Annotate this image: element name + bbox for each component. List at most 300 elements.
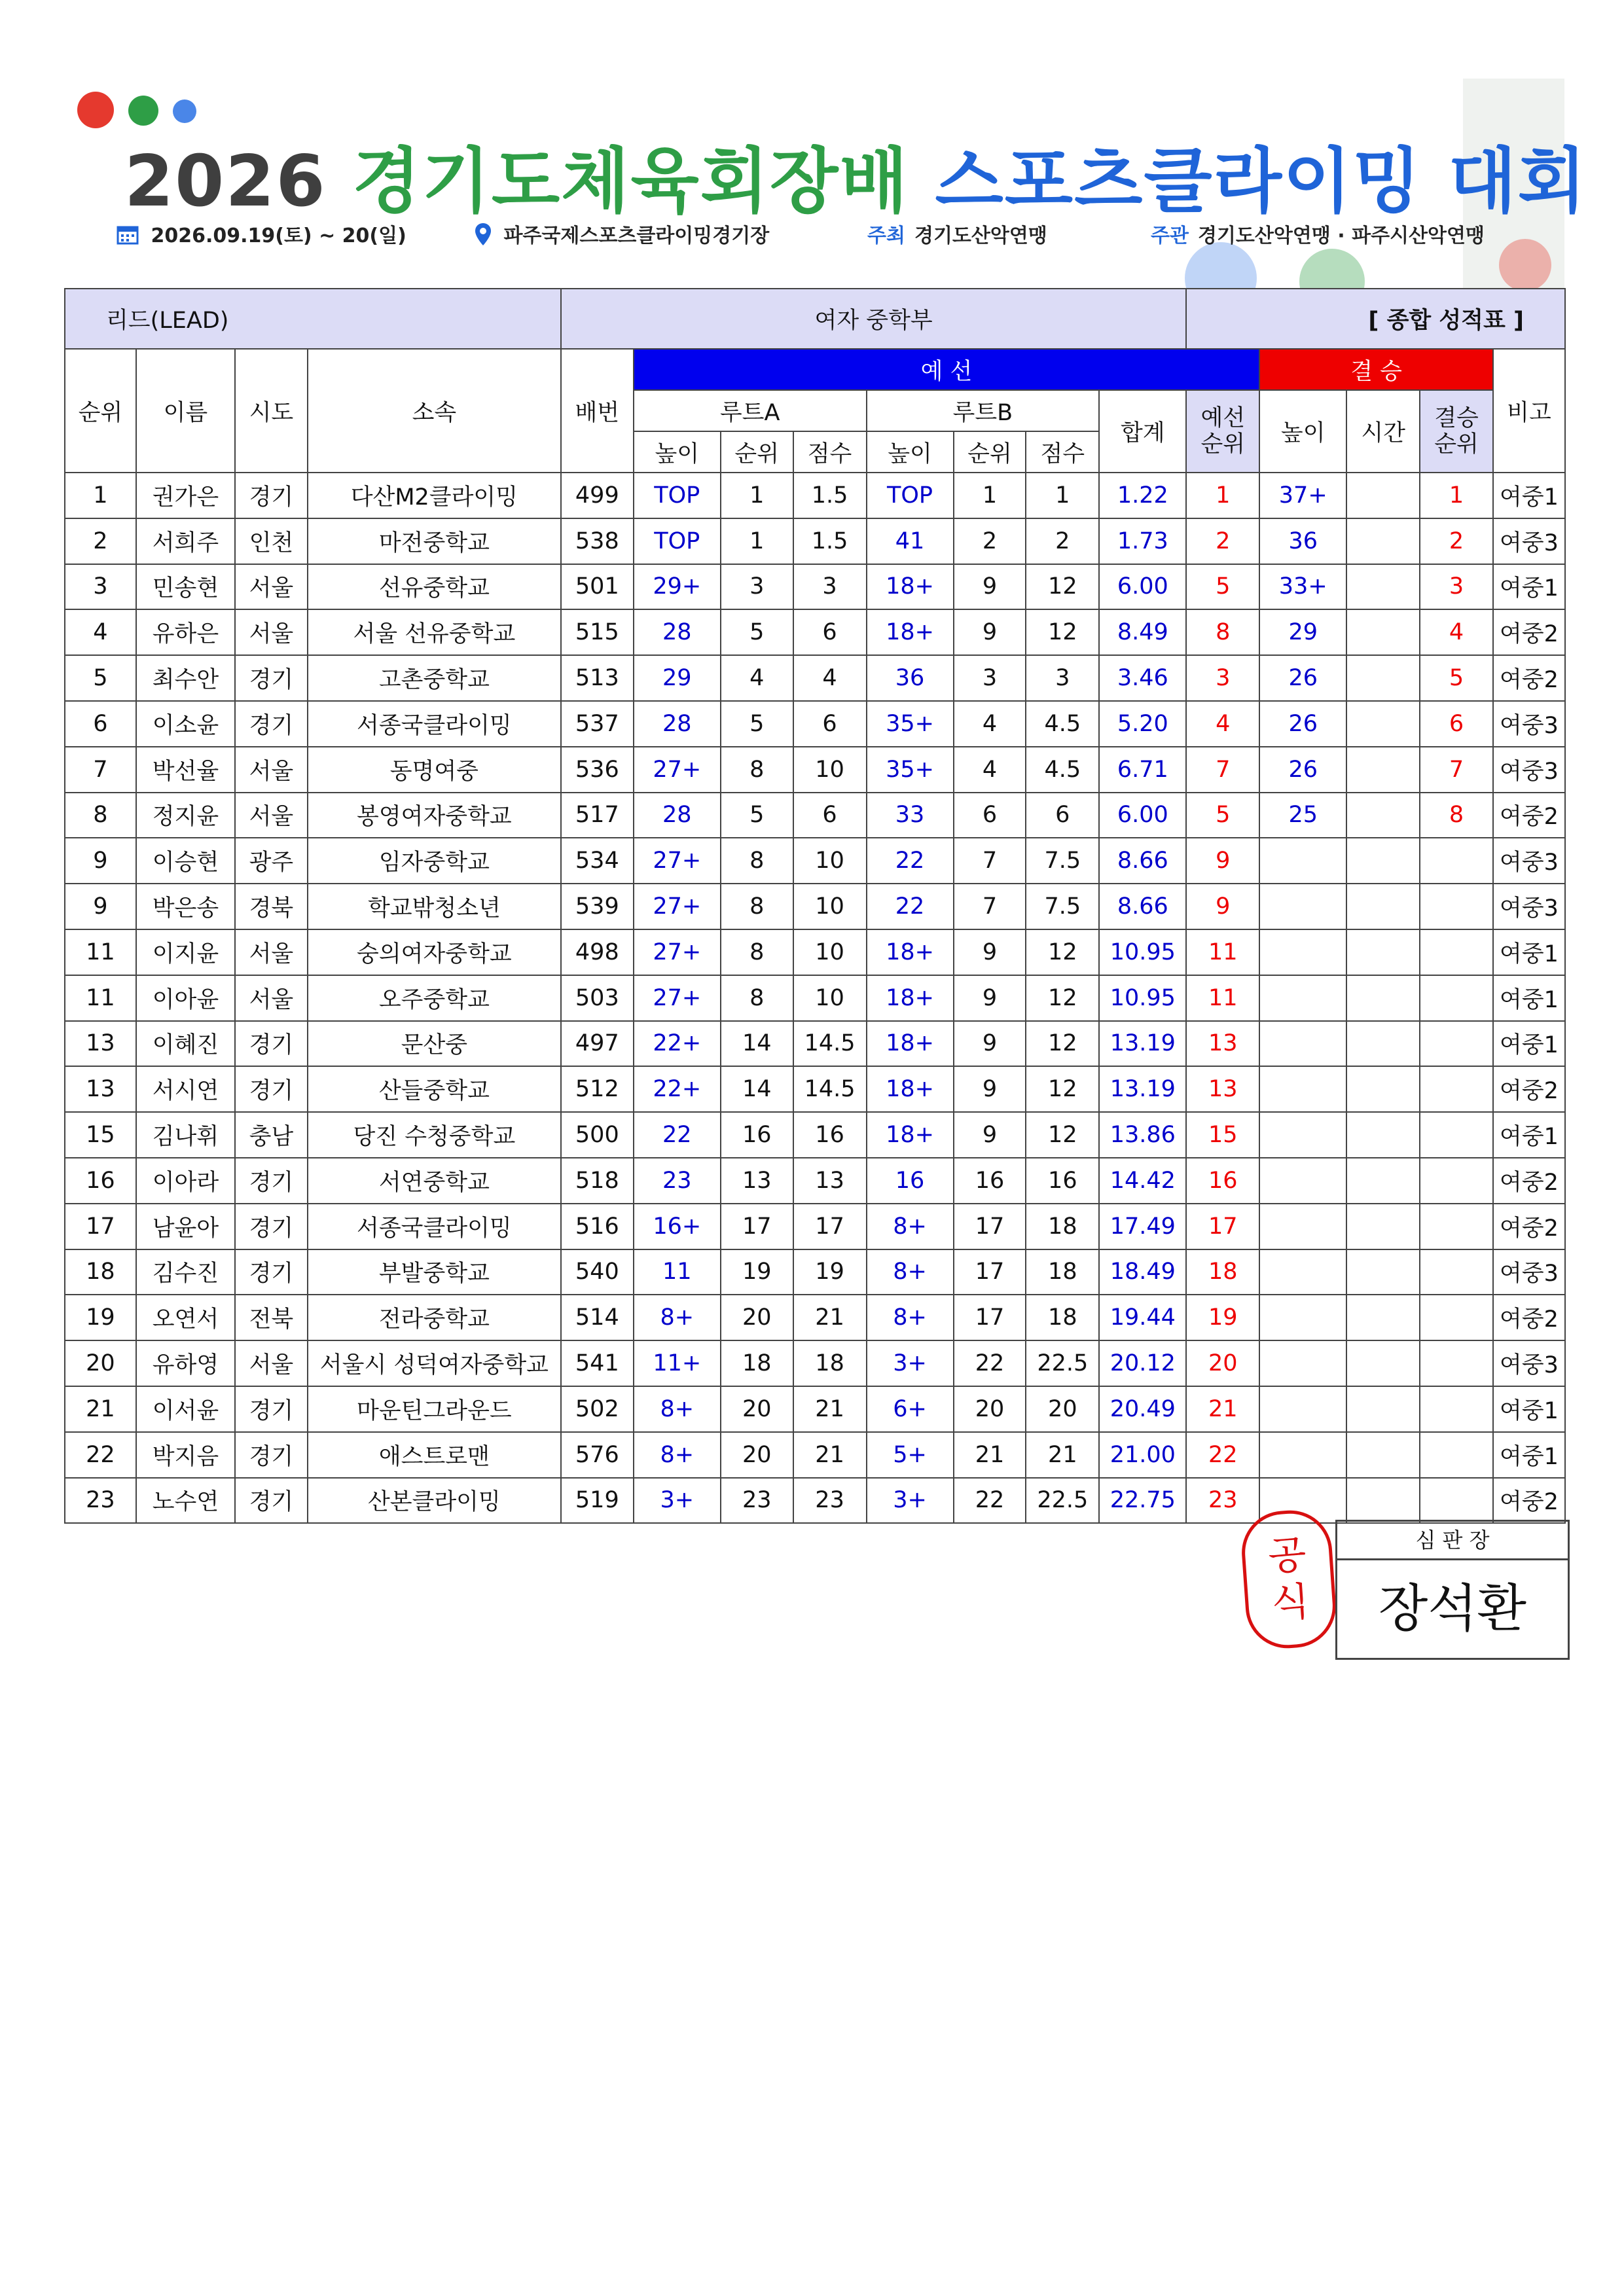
cell-f-h: 33+	[1259, 564, 1346, 610]
cell-note: 여중2	[1493, 1204, 1565, 1249]
cell-bib: 500	[561, 1112, 634, 1158]
cell-region: 전북	[235, 1295, 308, 1340]
cell-a-r: 8	[721, 884, 793, 929]
cell-affiliation: 동명여중	[308, 747, 561, 793]
cell-b-r: 9	[954, 564, 1026, 610]
cell-rank: 21	[65, 1386, 136, 1432]
cell-a-r: 18	[721, 1340, 793, 1386]
cell-name: 최수안	[136, 655, 235, 701]
chief-judge-box	[1335, 1520, 1570, 1660]
cell-name: 노수연	[136, 1478, 235, 1524]
cell-b-h: 18+	[867, 564, 954, 610]
cell-name: 이아윤	[136, 975, 235, 1021]
cell-rank: 16	[65, 1158, 136, 1204]
cell-b-h: 18+	[867, 929, 954, 975]
cell-a-s: 3	[793, 564, 867, 610]
cell-bib: 534	[561, 838, 634, 884]
cell-b-r: 7	[954, 884, 1026, 929]
cell-b-h: 41	[867, 518, 954, 564]
cell-q-rank: 18	[1186, 1249, 1259, 1295]
col-a-place: 순위	[721, 431, 793, 473]
cell-rank: 3	[65, 564, 136, 610]
cell-note: 여중2	[1493, 655, 1565, 701]
cell-region: 서울	[235, 609, 308, 655]
cell-a-r: 17	[721, 1204, 793, 1249]
cell-total: 21.00	[1099, 1432, 1186, 1478]
cell-rank: 1	[65, 473, 136, 518]
cell-name: 이지윤	[136, 929, 235, 975]
cell-a-r: 19	[721, 1249, 793, 1295]
cell-b-r: 9	[954, 609, 1026, 655]
cell-a-h: 3+	[634, 1478, 721, 1524]
cell-a-s: 21	[793, 1295, 867, 1340]
cell-name: 서시연	[136, 1066, 235, 1112]
cell-a-s: 21	[793, 1386, 867, 1432]
cell-affiliation: 서울 선유중학교	[308, 609, 561, 655]
cell-rank: 11	[65, 929, 136, 975]
deco-circle-red	[1499, 239, 1551, 291]
cell-a-r: 5	[721, 793, 793, 838]
cell-b-s: 7.5	[1026, 884, 1099, 929]
cell-bib: 536	[561, 747, 634, 793]
cell-region: 인천	[235, 518, 308, 564]
cell-total: 18.49	[1099, 1249, 1186, 1295]
cell-bib: 515	[561, 609, 634, 655]
cell-bib: 576	[561, 1432, 634, 1478]
cell-b-h: 18+	[867, 1021, 954, 1067]
table-row	[65, 1295, 1565, 1340]
cell-name: 박지음	[136, 1432, 235, 1478]
cell-q-rank: 1	[1186, 473, 1259, 518]
cell-affiliation: 산본클라이밍	[308, 1478, 561, 1524]
cell-bib: 538	[561, 518, 634, 564]
cell-q-rank: 3	[1186, 655, 1259, 701]
cell-f-t	[1346, 473, 1420, 518]
cell-q-rank: 8	[1186, 609, 1259, 655]
cell-a-s: 23	[793, 1478, 867, 1524]
cell-f-t	[1346, 884, 1420, 929]
cell-name: 정지윤	[136, 793, 235, 838]
cell-f-h	[1259, 1295, 1346, 1340]
route-b-header: 루트B	[867, 390, 1100, 431]
cell-a-s: 16	[793, 1112, 867, 1158]
cell-q-rank: 23	[1186, 1478, 1259, 1524]
cell-affiliation: 전라중학교	[308, 1295, 561, 1340]
table-row	[65, 1021, 1565, 1067]
cell-note: 여중2	[1493, 609, 1565, 655]
organizer-text: 경기도산악연맹 · 파주시산악연맹	[1197, 224, 1485, 247]
cell-name: 박은송	[136, 884, 235, 929]
col-bib: 배번	[561, 349, 634, 473]
cell-b-h: 8+	[867, 1204, 954, 1249]
cell-name: 유하은	[136, 609, 235, 655]
title-year: 2026	[124, 141, 327, 223]
cell-bib: 512	[561, 1066, 634, 1112]
cell-f-t	[1346, 929, 1420, 975]
cell-f-rank	[1420, 1021, 1493, 1067]
col-final-height: 높이	[1259, 390, 1346, 473]
judge-signature: 장석환	[1378, 1579, 1527, 1638]
cell-q-rank: 5	[1186, 564, 1259, 610]
cell-total: 8.49	[1099, 609, 1186, 655]
cell-b-h: 6+	[867, 1386, 954, 1432]
cell-affiliation: 서종국클라이밍	[308, 701, 561, 747]
cell-q-rank: 11	[1186, 975, 1259, 1021]
cell-f-rank: 5	[1420, 655, 1493, 701]
table-row	[65, 929, 1565, 975]
cell-b-s: 12	[1026, 929, 1099, 975]
cell-rank: 6	[65, 701, 136, 747]
cell-region: 경기	[235, 1386, 308, 1432]
cell-b-s: 12	[1026, 975, 1099, 1021]
cell-q-rank: 9	[1186, 884, 1259, 929]
cell-bib: 537	[561, 701, 634, 747]
cell-region: 경기	[235, 1066, 308, 1112]
cell-f-h	[1259, 1204, 1346, 1249]
cell-total: 20.49	[1099, 1386, 1186, 1432]
cell-f-t	[1346, 1249, 1420, 1295]
cell-bib: 541	[561, 1340, 634, 1386]
cell-a-h: 8+	[634, 1386, 721, 1432]
cell-total: 13.19	[1099, 1021, 1186, 1067]
col-final-rank: 결승 순위	[1420, 390, 1493, 473]
cell-b-s: 18	[1026, 1204, 1099, 1249]
cell-b-s: 18	[1026, 1249, 1099, 1295]
cell-total: 5.20	[1099, 701, 1186, 747]
cell-b-s: 4.5	[1026, 747, 1099, 793]
location-pin-icon	[475, 223, 492, 251]
table-row	[65, 1340, 1565, 1386]
cell-rank: 4	[65, 609, 136, 655]
cell-f-t	[1346, 1386, 1420, 1432]
cell-q-rank: 22	[1186, 1432, 1259, 1478]
cell-q-rank: 5	[1186, 793, 1259, 838]
cell-region: 서울	[235, 564, 308, 610]
cell-q-rank: 9	[1186, 838, 1259, 884]
cell-total: 1.22	[1099, 473, 1186, 518]
cell-note: 여중1	[1493, 1432, 1565, 1478]
cell-f-rank	[1420, 1295, 1493, 1340]
cell-total: 19.44	[1099, 1295, 1186, 1340]
table-row	[65, 1386, 1565, 1432]
table-row	[65, 473, 1565, 518]
table-row	[65, 655, 1565, 701]
cell-bib: 540	[561, 1249, 634, 1295]
col-name: 이름	[136, 349, 235, 473]
page-title	[124, 124, 1587, 226]
cell-b-h: 22	[867, 838, 954, 884]
cell-a-h: 28	[634, 701, 721, 747]
cell-total: 20.12	[1099, 1340, 1186, 1386]
cell-region: 경기	[235, 1432, 308, 1478]
judge-title: 심 판 장	[1337, 1522, 1568, 1560]
final-header: 결 승	[1259, 349, 1493, 390]
cell-f-h: 37+	[1259, 473, 1346, 518]
table-row	[65, 1066, 1565, 1112]
cell-region: 서울	[235, 929, 308, 975]
cell-a-s: 4	[793, 655, 867, 701]
cell-a-s: 18	[793, 1340, 867, 1386]
col-a-score: 점수	[793, 431, 867, 473]
cell-f-t	[1346, 655, 1420, 701]
cell-b-r: 4	[954, 747, 1026, 793]
event-organizer	[1151, 219, 1485, 248]
cell-affiliation: 마전중학교	[308, 518, 561, 564]
cell-a-s: 14.5	[793, 1021, 867, 1067]
cell-a-s: 6	[793, 793, 867, 838]
cell-f-t	[1346, 564, 1420, 610]
cell-f-h	[1259, 1249, 1346, 1295]
cell-b-r: 17	[954, 1249, 1026, 1295]
cell-a-h: 22+	[634, 1066, 721, 1112]
cell-b-s: 3	[1026, 655, 1099, 701]
cell-rank: 19	[65, 1295, 136, 1340]
cell-f-h: 26	[1259, 655, 1346, 701]
cell-rank: 11	[65, 975, 136, 1021]
cell-region: 경기	[235, 701, 308, 747]
cell-a-h: 29	[634, 655, 721, 701]
cell-f-h: 25	[1259, 793, 1346, 838]
cell-b-r: 9	[954, 1112, 1026, 1158]
cell-bib: 499	[561, 473, 634, 518]
cell-a-r: 14	[721, 1021, 793, 1067]
cell-a-r: 20	[721, 1432, 793, 1478]
cell-note: 여중3	[1493, 701, 1565, 747]
cell-b-s: 21	[1026, 1432, 1099, 1478]
cell-f-h: 26	[1259, 701, 1346, 747]
cell-a-h: 8+	[634, 1295, 721, 1340]
cell-f-t	[1346, 701, 1420, 747]
cell-q-rank: 16	[1186, 1158, 1259, 1204]
cell-b-r: 20	[954, 1386, 1026, 1432]
cell-b-h: 8+	[867, 1295, 954, 1340]
cell-region: 서울	[235, 975, 308, 1021]
cell-a-r: 4	[721, 655, 793, 701]
cell-a-h: 11	[634, 1249, 721, 1295]
results-body	[65, 473, 1565, 1523]
cell-affiliation: 숭의여자중학교	[308, 929, 561, 975]
cell-bib: 516	[561, 1204, 634, 1249]
cell-f-rank	[1420, 929, 1493, 975]
cell-b-s: 6	[1026, 793, 1099, 838]
cell-a-s: 1.5	[793, 518, 867, 564]
cell-f-rank	[1420, 1478, 1493, 1524]
cell-f-t	[1346, 1112, 1420, 1158]
cell-q-rank: 13	[1186, 1066, 1259, 1112]
cell-affiliation: 서연중학교	[308, 1158, 561, 1204]
cell-note: 여중2	[1493, 1478, 1565, 1524]
col-region: 시도	[235, 349, 308, 473]
cell-a-r: 13	[721, 1158, 793, 1204]
division-name: 여자 중학부	[561, 289, 1186, 349]
cell-note: 여중2	[1493, 1295, 1565, 1340]
cell-bib: 514	[561, 1295, 634, 1340]
cell-f-rank	[1420, 1340, 1493, 1386]
cell-f-rank	[1420, 1066, 1493, 1112]
cell-f-t	[1346, 747, 1420, 793]
cell-affiliation: 봉영여자중학교	[308, 793, 561, 838]
cell-f-rank: 8	[1420, 793, 1493, 838]
cell-bib: 498	[561, 929, 634, 975]
col-total: 합계	[1099, 390, 1186, 473]
cell-a-h: 11+	[634, 1340, 721, 1386]
cell-name: 박선율	[136, 747, 235, 793]
cell-f-h: 36	[1259, 518, 1346, 564]
cell-f-rank	[1420, 1112, 1493, 1158]
cell-a-r: 23	[721, 1478, 793, 1524]
cell-affiliation: 애스트로맨	[308, 1432, 561, 1478]
cell-note: 여중2	[1493, 1066, 1565, 1112]
cell-total: 13.19	[1099, 1066, 1186, 1112]
cell-rank: 13	[65, 1066, 136, 1112]
cell-b-s: 22.5	[1026, 1340, 1099, 1386]
cell-total: 6.00	[1099, 564, 1186, 610]
col-rank: 순위	[65, 349, 136, 473]
table-row	[65, 701, 1565, 747]
cell-a-r: 20	[721, 1295, 793, 1340]
cell-region: 서울	[235, 793, 308, 838]
cell-name: 이혜진	[136, 1021, 235, 1067]
cell-total: 10.95	[1099, 929, 1186, 975]
cell-b-s: 12	[1026, 609, 1099, 655]
cell-rank: 18	[65, 1249, 136, 1295]
col-qual-rank: 예선 순위	[1186, 390, 1259, 473]
cell-f-rank	[1420, 884, 1493, 929]
cell-b-h: 8+	[867, 1249, 954, 1295]
cell-name: 이아라	[136, 1158, 235, 1204]
cell-b-s: 12	[1026, 1021, 1099, 1067]
cell-rank: 17	[65, 1204, 136, 1249]
cell-f-t	[1346, 975, 1420, 1021]
cell-region: 경기	[235, 1249, 308, 1295]
cell-note: 여중1	[1493, 975, 1565, 1021]
cell-a-h: 22+	[634, 1021, 721, 1067]
cell-a-h: 28	[634, 793, 721, 838]
cell-rank: 23	[65, 1478, 136, 1524]
cell-affiliation: 학교밖청소년	[308, 884, 561, 929]
cell-note: 여중3	[1493, 1340, 1565, 1386]
cell-note: 여중1	[1493, 1386, 1565, 1432]
cell-q-rank: 4	[1186, 701, 1259, 747]
cell-a-s: 13	[793, 1158, 867, 1204]
cell-rank: 9	[65, 838, 136, 884]
qualification-header: 예 선	[634, 349, 1259, 390]
cell-b-h: 36	[867, 655, 954, 701]
cell-region: 경기	[235, 1021, 308, 1067]
cell-q-rank: 21	[1186, 1386, 1259, 1432]
cell-f-h	[1259, 884, 1346, 929]
col-affiliation: 소속	[308, 349, 561, 473]
cell-total: 10.95	[1099, 975, 1186, 1021]
cell-total: 14.42	[1099, 1158, 1186, 1204]
official-seal	[1239, 1507, 1339, 1651]
cell-a-r: 8	[721, 747, 793, 793]
cell-f-t	[1346, 1478, 1420, 1524]
cell-note: 여중2	[1493, 793, 1565, 838]
cell-a-h: 16+	[634, 1204, 721, 1249]
cell-f-h	[1259, 1021, 1346, 1067]
cell-f-h	[1259, 1158, 1346, 1204]
col-a-height: 높이	[634, 431, 721, 473]
cell-bib: 517	[561, 793, 634, 838]
cell-a-s: 6	[793, 701, 867, 747]
cell-note: 여중3	[1493, 1249, 1565, 1295]
cell-region: 서울	[235, 747, 308, 793]
cell-affiliation: 산들중학교	[308, 1066, 561, 1112]
table-row	[65, 975, 1565, 1021]
cell-b-r: 9	[954, 1066, 1026, 1112]
cell-bib: 539	[561, 884, 634, 929]
cell-f-h	[1259, 1340, 1346, 1386]
cell-f-t	[1346, 1432, 1420, 1478]
table-row	[65, 1158, 1565, 1204]
cell-a-h: TOP	[634, 518, 721, 564]
cell-b-h: 35+	[867, 747, 954, 793]
cell-a-r: 1	[721, 473, 793, 518]
cell-a-h: 27+	[634, 975, 721, 1021]
table-row	[65, 1204, 1565, 1249]
cell-q-rank: 15	[1186, 1112, 1259, 1158]
cell-note: 여중1	[1493, 1112, 1565, 1158]
cell-b-r: 9	[954, 1021, 1026, 1067]
cell-affiliation: 임자중학교	[308, 838, 561, 884]
cell-note: 여중2	[1493, 1158, 1565, 1204]
cell-a-h: 29+	[634, 564, 721, 610]
cell-bib: 513	[561, 655, 634, 701]
cell-f-h	[1259, 1432, 1346, 1478]
cell-f-h: 29	[1259, 609, 1346, 655]
cell-f-t	[1346, 518, 1420, 564]
cell-affiliation: 고촌중학교	[308, 655, 561, 701]
col-b-score: 점수	[1026, 431, 1099, 473]
cell-q-rank: 2	[1186, 518, 1259, 564]
cell-b-s: 22.5	[1026, 1478, 1099, 1524]
event-venue	[475, 219, 769, 251]
cell-f-h	[1259, 975, 1346, 1021]
cell-bib: 503	[561, 975, 634, 1021]
cell-region: 광주	[235, 838, 308, 884]
seal-char-bottom: 식	[1270, 1578, 1311, 1627]
cell-f-rank: 4	[1420, 609, 1493, 655]
cell-note: 여중1	[1493, 564, 1565, 610]
cell-a-r: 8	[721, 838, 793, 884]
cell-b-h: 33	[867, 793, 954, 838]
table-row	[65, 793, 1565, 838]
cell-total: 8.66	[1099, 838, 1186, 884]
cell-q-rank: 19	[1186, 1295, 1259, 1340]
title-part1: 경기도체육회장배	[352, 141, 909, 223]
cell-total: 13.86	[1099, 1112, 1186, 1158]
cell-a-h: 27+	[634, 884, 721, 929]
table-row	[65, 609, 1565, 655]
cell-f-rank	[1420, 1386, 1493, 1432]
cell-f-t	[1346, 1021, 1420, 1067]
cell-name: 이소윤	[136, 701, 235, 747]
cell-name: 이서윤	[136, 1386, 235, 1432]
cell-note: 여중3	[1493, 747, 1565, 793]
cell-affiliation: 부발중학교	[308, 1249, 561, 1295]
cell-b-r: 22	[954, 1478, 1026, 1524]
cell-bib: 497	[561, 1021, 634, 1067]
table-row	[65, 838, 1565, 884]
table-row	[65, 1478, 1565, 1524]
cell-b-r: 16	[954, 1158, 1026, 1204]
table-row	[65, 1112, 1565, 1158]
cell-b-r: 6	[954, 793, 1026, 838]
title-part2: 스포츠클라이밍 대회	[935, 141, 1587, 223]
cell-a-s: 10	[793, 929, 867, 975]
cell-bib: 519	[561, 1478, 634, 1524]
